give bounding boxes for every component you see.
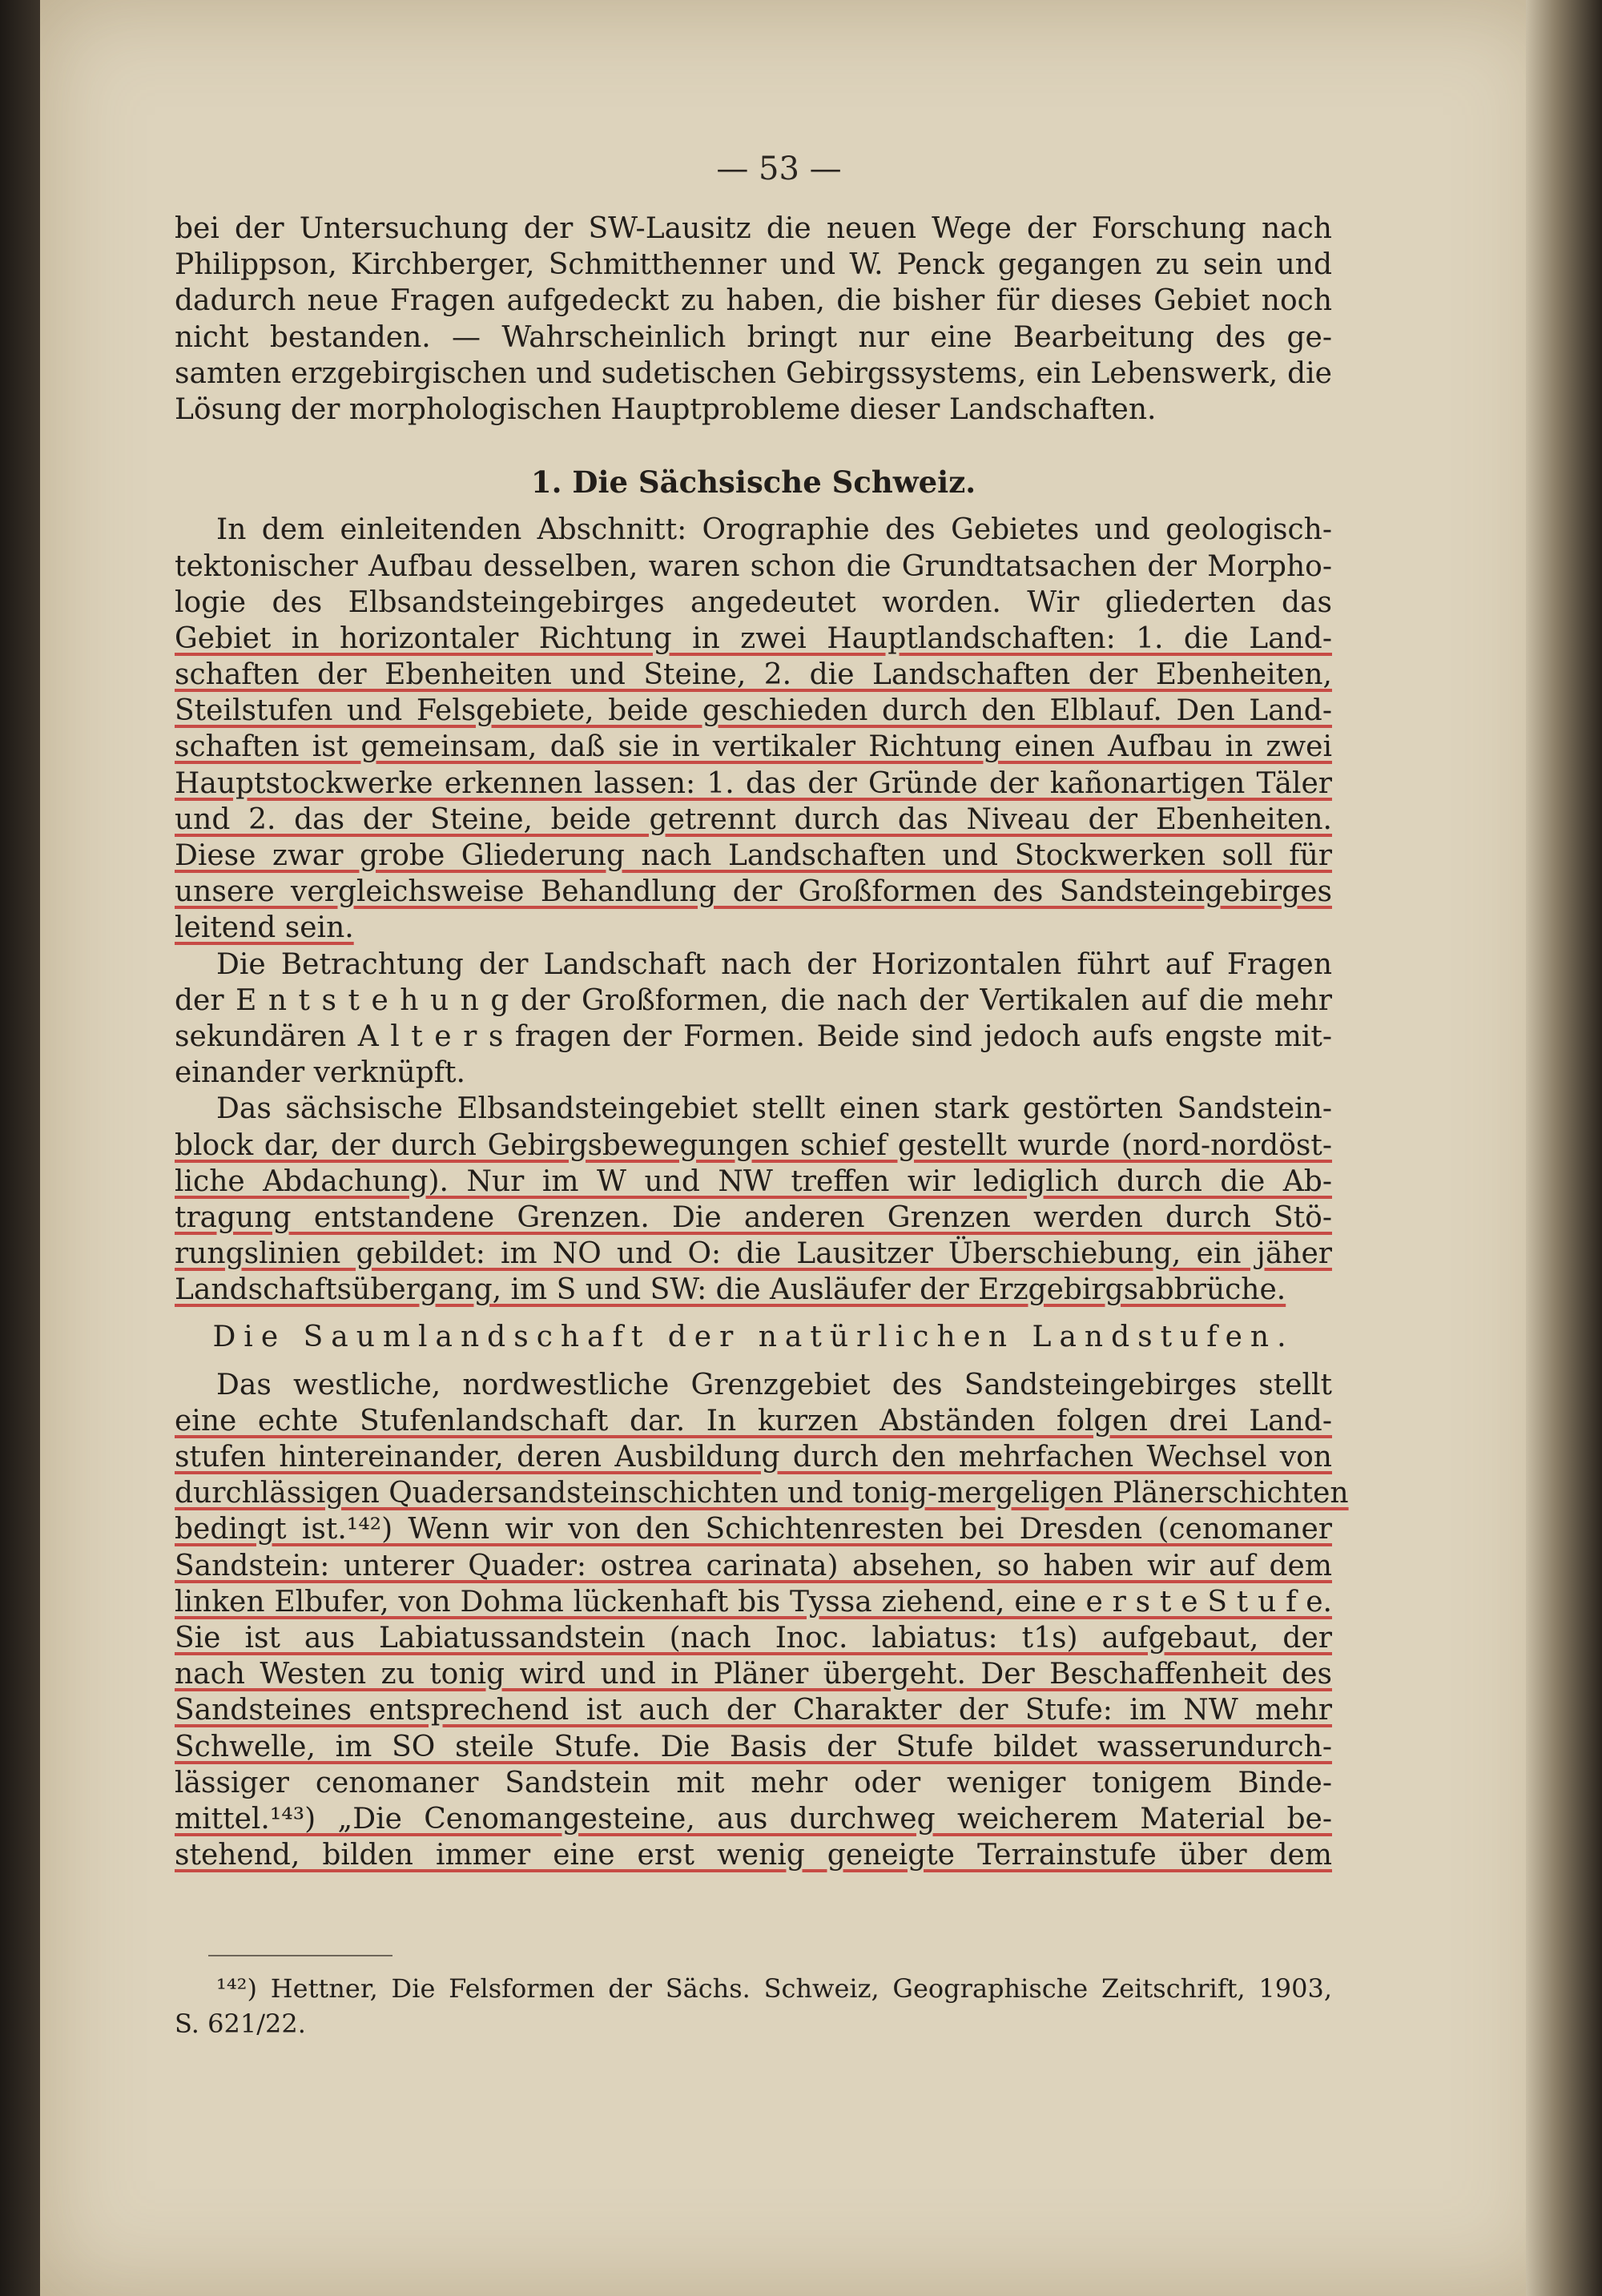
- text-line: [175, 983, 1332, 1019]
- text-line: [175, 1055, 1332, 1091]
- text-line: [175, 1019, 1332, 1055]
- text: Das sächsische Elbsandsteingebiet stellt einen stark gestörten Sandstein-: [216, 1092, 1332, 1126]
- text-line: [175, 1367, 1332, 1403]
- text: nicht bestanden. — Wahrscheinlich bringt nur eine Bearbeitung des ge-: [175, 320, 1332, 354]
- section-heading-text: 1. Die Sächsische Schweiz.: [530, 464, 976, 501]
- text-line: [175, 392, 1332, 428]
- underlined-text: stufen hintereinander, deren Ausbildung durch den mehrfachen Wechsel von: [175, 1441, 1332, 1474]
- text-line: [175, 549, 1332, 585]
- underlined-text: nach Westen zu tonig wird und in Pläner übergeht. Der Beschaffenheit des: [175, 1658, 1332, 1691]
- underlined-text: Sandsteines entsprechend ist auch der Charakter der Stufe: im NW mehr: [175, 1694, 1332, 1727]
- text-line: [175, 1801, 1332, 1837]
- paragraph-gap: [175, 428, 1332, 464]
- text-line: [175, 729, 1332, 765]
- text-line: [175, 838, 1332, 874]
- underlined-text: tragung entstandene Grenzen. Die anderen Grenzen werden durch Stö-: [175, 1200, 1332, 1234]
- paragraph-gap: [175, 501, 1332, 512]
- underlined-text: durchlässigen Quadersandsteinschichten und tonig-mergeligen Plänerschichten: [175, 1477, 1349, 1510]
- text: Lösung der morphologischen Hauptprobleme dieser Landschaften.: [175, 392, 1157, 426]
- underlined-text: Diese zwar grobe Gliederung nach Landschaften und Stockwerken soll für: [175, 839, 1332, 872]
- book-spine: [0, 0, 40, 2296]
- text: samten erzgebirgischen und sudetischen Gebirgssystems, ein Lebenswerk, die: [175, 356, 1332, 390]
- footnote: [175, 1971, 1332, 2041]
- text-line: [175, 693, 1332, 729]
- text: lässiger cenomaner Sandstein mit mehr oder weniger tonigem Binde-: [175, 1766, 1332, 1799]
- underlined-text: schaften der Ebenheiten und Steine, 2. die Landschaften der Ebenheiten,: [175, 658, 1332, 692]
- underlined-text: stehend, bilden immer eine erst wenig geneigte Terrainstufe über dem: [175, 1839, 1332, 1872]
- text-line: [175, 1511, 1332, 1547]
- text-line: [175, 1729, 1332, 1765]
- underlined-text: Steilstufen und Felsgebiete, beide geschieden durch den Elblauf. Den Land-: [175, 694, 1332, 728]
- text-line: [175, 320, 1332, 356]
- text: ¹⁴²) Hettner, Die Felsformen der Sächs. Schweiz, Geographische Zeitschrift, 1903,: [216, 1973, 1332, 2004]
- text-line: [175, 1548, 1332, 1584]
- section-heading: [175, 1319, 1332, 1355]
- text-line: [175, 1837, 1332, 1873]
- text: Die Betrachtung der Landschaft nach der Horizontalen führt auf Fragen: [216, 947, 1332, 981]
- text-line: [175, 874, 1332, 910]
- text-line: [175, 1584, 1332, 1620]
- underlined-text: unsere vergleichsweise Behandlung der Großformen des Sandsteingebirges: [175, 875, 1332, 909]
- text-line: [175, 1692, 1332, 1728]
- section-heading-text: Die Saumlandschaft der natürlichen Landstufen.: [212, 1321, 1294, 1354]
- text-line: [175, 1236, 1332, 1272]
- text-line: [175, 585, 1332, 621]
- text-line: [175, 1403, 1332, 1439]
- text-line: [175, 211, 1332, 247]
- text-line: [175, 802, 1332, 838]
- text-line: [175, 1765, 1332, 1801]
- text: tektonischer Aufbau desselben, waren schon die Grundtatsachen der Morpho-: [175, 549, 1332, 583]
- text: einander verknüpft.: [175, 1056, 465, 1090]
- text-line: [175, 910, 1332, 946]
- text-line: [175, 1656, 1332, 1692]
- paragraph-gap: [175, 1356, 1332, 1367]
- underlined-text: und 2. das der Steine, beide getrennt durch das Niveau der Ebenheiten.: [175, 802, 1332, 836]
- text-line: [175, 1439, 1332, 1475]
- text: logie des Elbsandsteingebirges angedeutet worden. Wir gliederten das: [175, 585, 1332, 619]
- underlined-text: Sie ist aus Labiatussandstein (nach Inoc. labiatus: t1s) aufgebaut, der: [175, 1621, 1332, 1655]
- text-line: [175, 247, 1332, 283]
- text: S. 621/22.: [175, 2008, 306, 2039]
- underlined-text: rungslinien gebildet: im NO und O: die Lausitzer Überschiebung, ein jäher: [175, 1237, 1332, 1271]
- text-line: [175, 1091, 1332, 1127]
- underlined-text: bedingt ist.¹⁴²) Wenn wir von den Schichtenresten bei Dresden (cenomaner: [175, 1513, 1332, 1546]
- text: Philippson, Kirchberger, Schmitthenner und W. Penck gegangen zu sein und: [175, 248, 1332, 282]
- text-line: [175, 1200, 1332, 1236]
- text: dadurch neue Fragen aufgedeckt zu haben, die bisher für dieses Gebiet noch: [175, 284, 1332, 318]
- text-line: [175, 1164, 1332, 1200]
- text: bei der Untersuchung der SW-Lausitz die neuen Wege der Forschung nach: [175, 212, 1332, 245]
- text-line: [175, 1128, 1332, 1164]
- text: In dem einleitenden Abschnitt: Orographie des Gebietes und geologisch-: [216, 513, 1332, 547]
- underlined-text: Hauptstockwerke erkennen lassen: 1. das der Gründe der kañonartigen Täler: [175, 766, 1332, 800]
- text-line: [175, 2006, 1332, 2041]
- body-text: [175, 211, 1349, 1873]
- section-heading: [175, 464, 1332, 501]
- text-line: [175, 512, 1332, 548]
- text-line: [175, 947, 1332, 983]
- underlined-text: mittel.¹⁴³) „Die Cenomangesteine, aus durchweg weicherem Material be-: [175, 1802, 1332, 1836]
- underlined-text: Landschaftsübergang, im S und SW: die Ausläufer der Erzgebirgsabbrüche.: [175, 1273, 1286, 1307]
- underlined-text: block dar, der durch Gebirgsbewegungen schief gestellt wurde (nord-nordöst-: [175, 1128, 1332, 1162]
- text: der E n t s t e h u n g der Großformen, die nach der Vertikalen auf die mehr: [175, 983, 1332, 1017]
- text-line: [175, 1272, 1332, 1308]
- text-line: [175, 283, 1332, 319]
- underlined-text: Gebiet in horizontaler Richtung in zwei Hauptlandschaften: 1. die Land-: [175, 621, 1332, 655]
- page-edge: [1526, 0, 1602, 2296]
- underlined-text: eine echte Stufenlandschaft dar. In kurzen Abständen folgen drei Land-: [175, 1404, 1332, 1438]
- footnote-divider: [208, 1955, 392, 1956]
- text: Das westliche, nordwestliche Grenzgebiet des Sandsteingebirges stellt: [216, 1368, 1332, 1401]
- text-line: [175, 621, 1332, 657]
- underlined-text: Schwelle, im SO steile Stufe. Die Basis der Stufe bildet wasserundurch-: [175, 1730, 1332, 1763]
- text-line: [175, 1971, 1332, 2006]
- underlined-text: linken Elbufer, von Dohma lückenhaft bis Tyssa ziehend, eine e r s t e S t u f e.: [175, 1585, 1332, 1618]
- underlined-text: schaften ist gemeinsam, daß sie in vertikaler Richtung einen Aufbau in zwei: [175, 730, 1332, 764]
- text-line: [175, 356, 1332, 392]
- paragraph-gap: [175, 1308, 1332, 1319]
- underlined-text: Sandstein: unterer Quader: ostrea carinata) absehen, so haben wir auf dem: [175, 1549, 1332, 1582]
- text-line: [175, 1475, 1349, 1511]
- underlined-text: leitend sein.: [175, 911, 354, 945]
- text: sekundären A l t e r s fragen der Formen. Beide sind jedoch aufs engste mit-: [175, 1019, 1332, 1053]
- page-number: — 53 —: [716, 151, 842, 187]
- underlined-text: liche Abdachung). Nur im W und NW treffen wir lediglich durch die Ab-: [175, 1164, 1332, 1198]
- text-line: [175, 1620, 1332, 1656]
- text-line: [175, 766, 1332, 802]
- text-line: [175, 657, 1332, 693]
